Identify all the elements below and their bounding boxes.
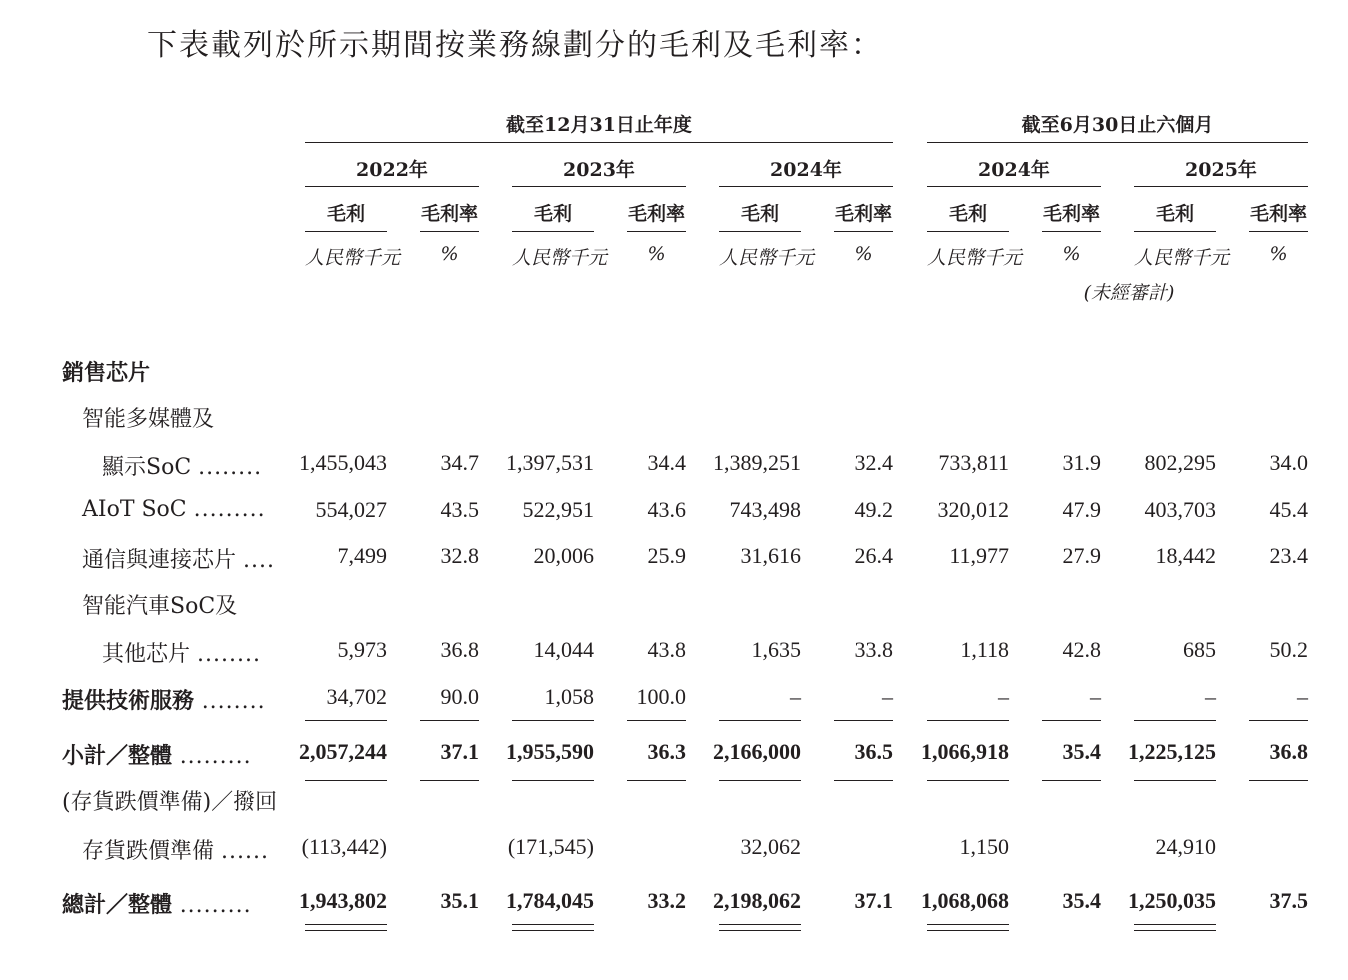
rule-line — [834, 720, 893, 721]
table-cell: 11,977 — [949, 543, 1009, 568]
table-cell: 43.6 — [647, 497, 686, 522]
row-label: 顯示SoC ........ — [102, 455, 263, 480]
rule-line — [627, 720, 686, 721]
unit-label: % — [1269, 243, 1288, 265]
table-cell: 1,250,035 — [1128, 888, 1216, 913]
rule-line — [719, 930, 801, 931]
table-cell: 1,225,125 — [1128, 739, 1216, 764]
table-cell: 90.0 — [440, 684, 479, 709]
table-cell: 2,166,000 — [713, 739, 801, 764]
table-cell: 31,616 — [740, 543, 801, 568]
table-cell: 1,150 — [959, 834, 1009, 859]
table-cell: 1,455,043 — [299, 450, 387, 475]
year-header: 2024年 — [978, 159, 1050, 181]
row-label: 存貨跌價準備 ...... — [82, 839, 269, 864]
table-cell: 802,295 — [1144, 450, 1216, 475]
table-cell: 36.8 — [440, 637, 479, 662]
table-cell: 23.4 — [1269, 543, 1308, 568]
table-cell: 35.4 — [1062, 739, 1101, 764]
divider — [305, 142, 893, 143]
table-cell: 24,910 — [1155, 834, 1216, 859]
group-header-half: 截至6月30日止六個月 — [1021, 114, 1214, 136]
table-cell: 320,012 — [937, 497, 1009, 522]
row-label: AIoT SoC ......... — [82, 497, 266, 522]
table-cell: 14,044 — [533, 637, 594, 662]
table-cell: 50.2 — [1269, 637, 1308, 662]
table-cell: 25.9 — [647, 543, 686, 568]
rule-line — [1249, 720, 1308, 721]
unit-label: 人民幣千元 — [512, 247, 608, 269]
rule-line — [420, 780, 479, 781]
table-cell: 2,057,244 — [299, 739, 387, 764]
section-label: 銷售芯片 — [62, 360, 151, 386]
year-header: 2023年 — [563, 159, 635, 181]
table-cell: 403,703 — [1144, 497, 1216, 522]
row-label: 提供技術服務 ........ — [62, 688, 266, 714]
table-cell: 35.1 — [440, 888, 479, 913]
table-cell: 37.1 — [440, 739, 479, 764]
table-cell: – — [998, 684, 1009, 709]
table-cell: 33.8 — [854, 637, 893, 662]
rule-line — [305, 924, 387, 925]
table-cell: 45.4 — [1269, 497, 1308, 522]
col-header-profit: 毛利 — [326, 203, 365, 225]
table-cell: 554,027 — [315, 497, 387, 522]
rule-line — [1042, 720, 1101, 721]
table-cell: 743,498 — [729, 497, 801, 522]
table-cell: 100.0 — [636, 684, 686, 709]
divider — [927, 231, 1009, 232]
page-title: 下表載列於所示期間按業務線劃分的毛利及毛利率： — [147, 28, 883, 63]
table-cell: 1,397,531 — [506, 450, 594, 475]
table-cell: 36.8 — [1269, 739, 1308, 764]
table-cell: 1,118 — [960, 637, 1009, 662]
year-header: 2025年 — [1185, 159, 1257, 181]
table-cell: 27.9 — [1062, 543, 1101, 568]
col-header-margin: 毛利率 — [420, 203, 478, 225]
rule-line — [719, 720, 801, 721]
table-cell: 42.8 — [1062, 637, 1101, 662]
rule-line — [305, 780, 387, 781]
divider — [1042, 231, 1101, 232]
unit-label: 人民幣千元 — [927, 247, 1023, 269]
table-cell: 36.3 — [647, 739, 686, 764]
divider — [1249, 231, 1308, 232]
rule-line — [719, 924, 801, 925]
table-cell: 1,058 — [544, 684, 594, 709]
table-cell: 1,784,045 — [506, 888, 594, 913]
unit-label: 人民幣千元 — [719, 247, 815, 269]
table-cell: 31.9 — [1062, 450, 1101, 475]
rule-line — [927, 720, 1009, 721]
col-header-margin: 毛利率 — [627, 203, 685, 225]
table-cell: – — [882, 684, 893, 709]
table-cell: 34.7 — [440, 450, 479, 475]
divider — [1134, 186, 1308, 187]
group-header-year: 截至12月31日止年度 — [506, 114, 692, 136]
row-label: 智能汽車SoC及 — [82, 594, 238, 619]
rule-line — [1134, 720, 1216, 721]
rule-line — [305, 930, 387, 931]
col-header-profit: 毛利 — [1155, 203, 1194, 225]
unit-label: % — [440, 243, 459, 265]
divider — [420, 231, 479, 232]
table-cell: 522,951 — [522, 497, 594, 522]
table-cell: 49.2 — [854, 497, 893, 522]
row-label: 總計／整體 ......... — [62, 892, 252, 918]
row-label: 其他芯片 ........ — [102, 642, 261, 667]
table-cell: 2,198,062 — [713, 888, 801, 913]
divider — [1134, 231, 1216, 232]
unaudited-note: (未經審計) — [1083, 282, 1175, 304]
rule-line — [1134, 780, 1216, 781]
divider — [627, 231, 686, 232]
divider — [305, 231, 387, 232]
row-label: 小計／整體 ......... — [62, 743, 252, 769]
rule-line — [927, 780, 1009, 781]
table-cell: 1,635 — [751, 637, 801, 662]
divider — [512, 231, 594, 232]
rule-line — [512, 720, 594, 721]
rule-line — [512, 780, 594, 781]
table-cell: 37.1 — [854, 888, 893, 913]
rule-line — [1249, 780, 1308, 781]
unit-label: 人民幣千元 — [305, 247, 401, 269]
table-cell: 34,702 — [326, 684, 387, 709]
col-header-margin: 毛利率 — [834, 203, 892, 225]
col-header-profit: 毛利 — [948, 203, 987, 225]
divider — [927, 142, 1308, 143]
rule-line — [1134, 924, 1216, 925]
row-label: (存貨跌價準備)／撥回 — [62, 790, 278, 815]
table-cell: 37.5 — [1269, 888, 1308, 913]
unit-label: 人民幣千元 — [1134, 247, 1230, 269]
table-cell: 733,811 — [938, 450, 1009, 475]
table-cell: 1,068,068 — [921, 888, 1009, 913]
divider — [834, 231, 893, 232]
unit-label: % — [854, 243, 873, 265]
table-cell: 1,389,251 — [713, 450, 801, 475]
table-cell: 32,062 — [740, 834, 801, 859]
table-cell: 34.0 — [1269, 450, 1308, 475]
divider — [719, 186, 893, 187]
rule-line — [627, 780, 686, 781]
table-cell: 32.8 — [440, 543, 479, 568]
table-cell: 47.9 — [1062, 497, 1101, 522]
divider — [719, 231, 801, 232]
rule-line — [1042, 780, 1101, 781]
unit-label: % — [647, 243, 666, 265]
rule-line — [512, 924, 594, 925]
table-cell: 32.4 — [854, 450, 893, 475]
rule-line — [1134, 930, 1216, 931]
table-cell: 1,955,590 — [506, 739, 594, 764]
col-header-margin: 毛利率 — [1042, 203, 1100, 225]
table-cell: 26.4 — [854, 543, 893, 568]
year-header: 2024年 — [770, 159, 842, 181]
table-cell: 1,943,802 — [299, 888, 387, 913]
col-header-profit: 毛利 — [533, 203, 572, 225]
table-cell: 5,973 — [337, 637, 387, 662]
table-cell: (171,545) — [507, 834, 594, 859]
table-cell: 33.2 — [647, 888, 686, 913]
year-header: 2022年 — [356, 159, 428, 181]
table-cell: – — [790, 684, 801, 709]
row-label: 通信與連接芯片 .... — [82, 548, 275, 573]
table-cell: 7,499 — [337, 543, 387, 568]
table-cell: – — [1205, 684, 1216, 709]
rule-line — [420, 720, 479, 721]
col-header-profit: 毛利 — [740, 203, 779, 225]
table-cell: 20,006 — [533, 543, 594, 568]
rule-line — [927, 924, 1009, 925]
table-cell: 35.4 — [1062, 888, 1101, 913]
table-cell: 685 — [1183, 637, 1216, 662]
row-label: 智能多媒體及 — [82, 407, 215, 432]
table-cell: 43.5 — [440, 497, 479, 522]
rule-line — [834, 780, 893, 781]
col-header-margin: 毛利率 — [1249, 203, 1307, 225]
table-cell: 34.4 — [647, 450, 686, 475]
divider — [927, 186, 1101, 187]
rule-line — [719, 780, 801, 781]
table-cell: 18,442 — [1155, 543, 1216, 568]
table-cell: – — [1297, 684, 1308, 709]
unit-label: % — [1062, 243, 1081, 265]
divider — [512, 186, 686, 187]
rule-line — [512, 930, 594, 931]
table-cell: 1,066,918 — [921, 739, 1009, 764]
rule-line — [305, 720, 387, 721]
divider — [305, 186, 479, 187]
table-cell: 43.8 — [647, 637, 686, 662]
table-cell: – — [1090, 684, 1101, 709]
rule-line — [927, 930, 1009, 931]
table-cell: 36.5 — [854, 739, 893, 764]
table-cell: (113,442) — [301, 834, 387, 859]
